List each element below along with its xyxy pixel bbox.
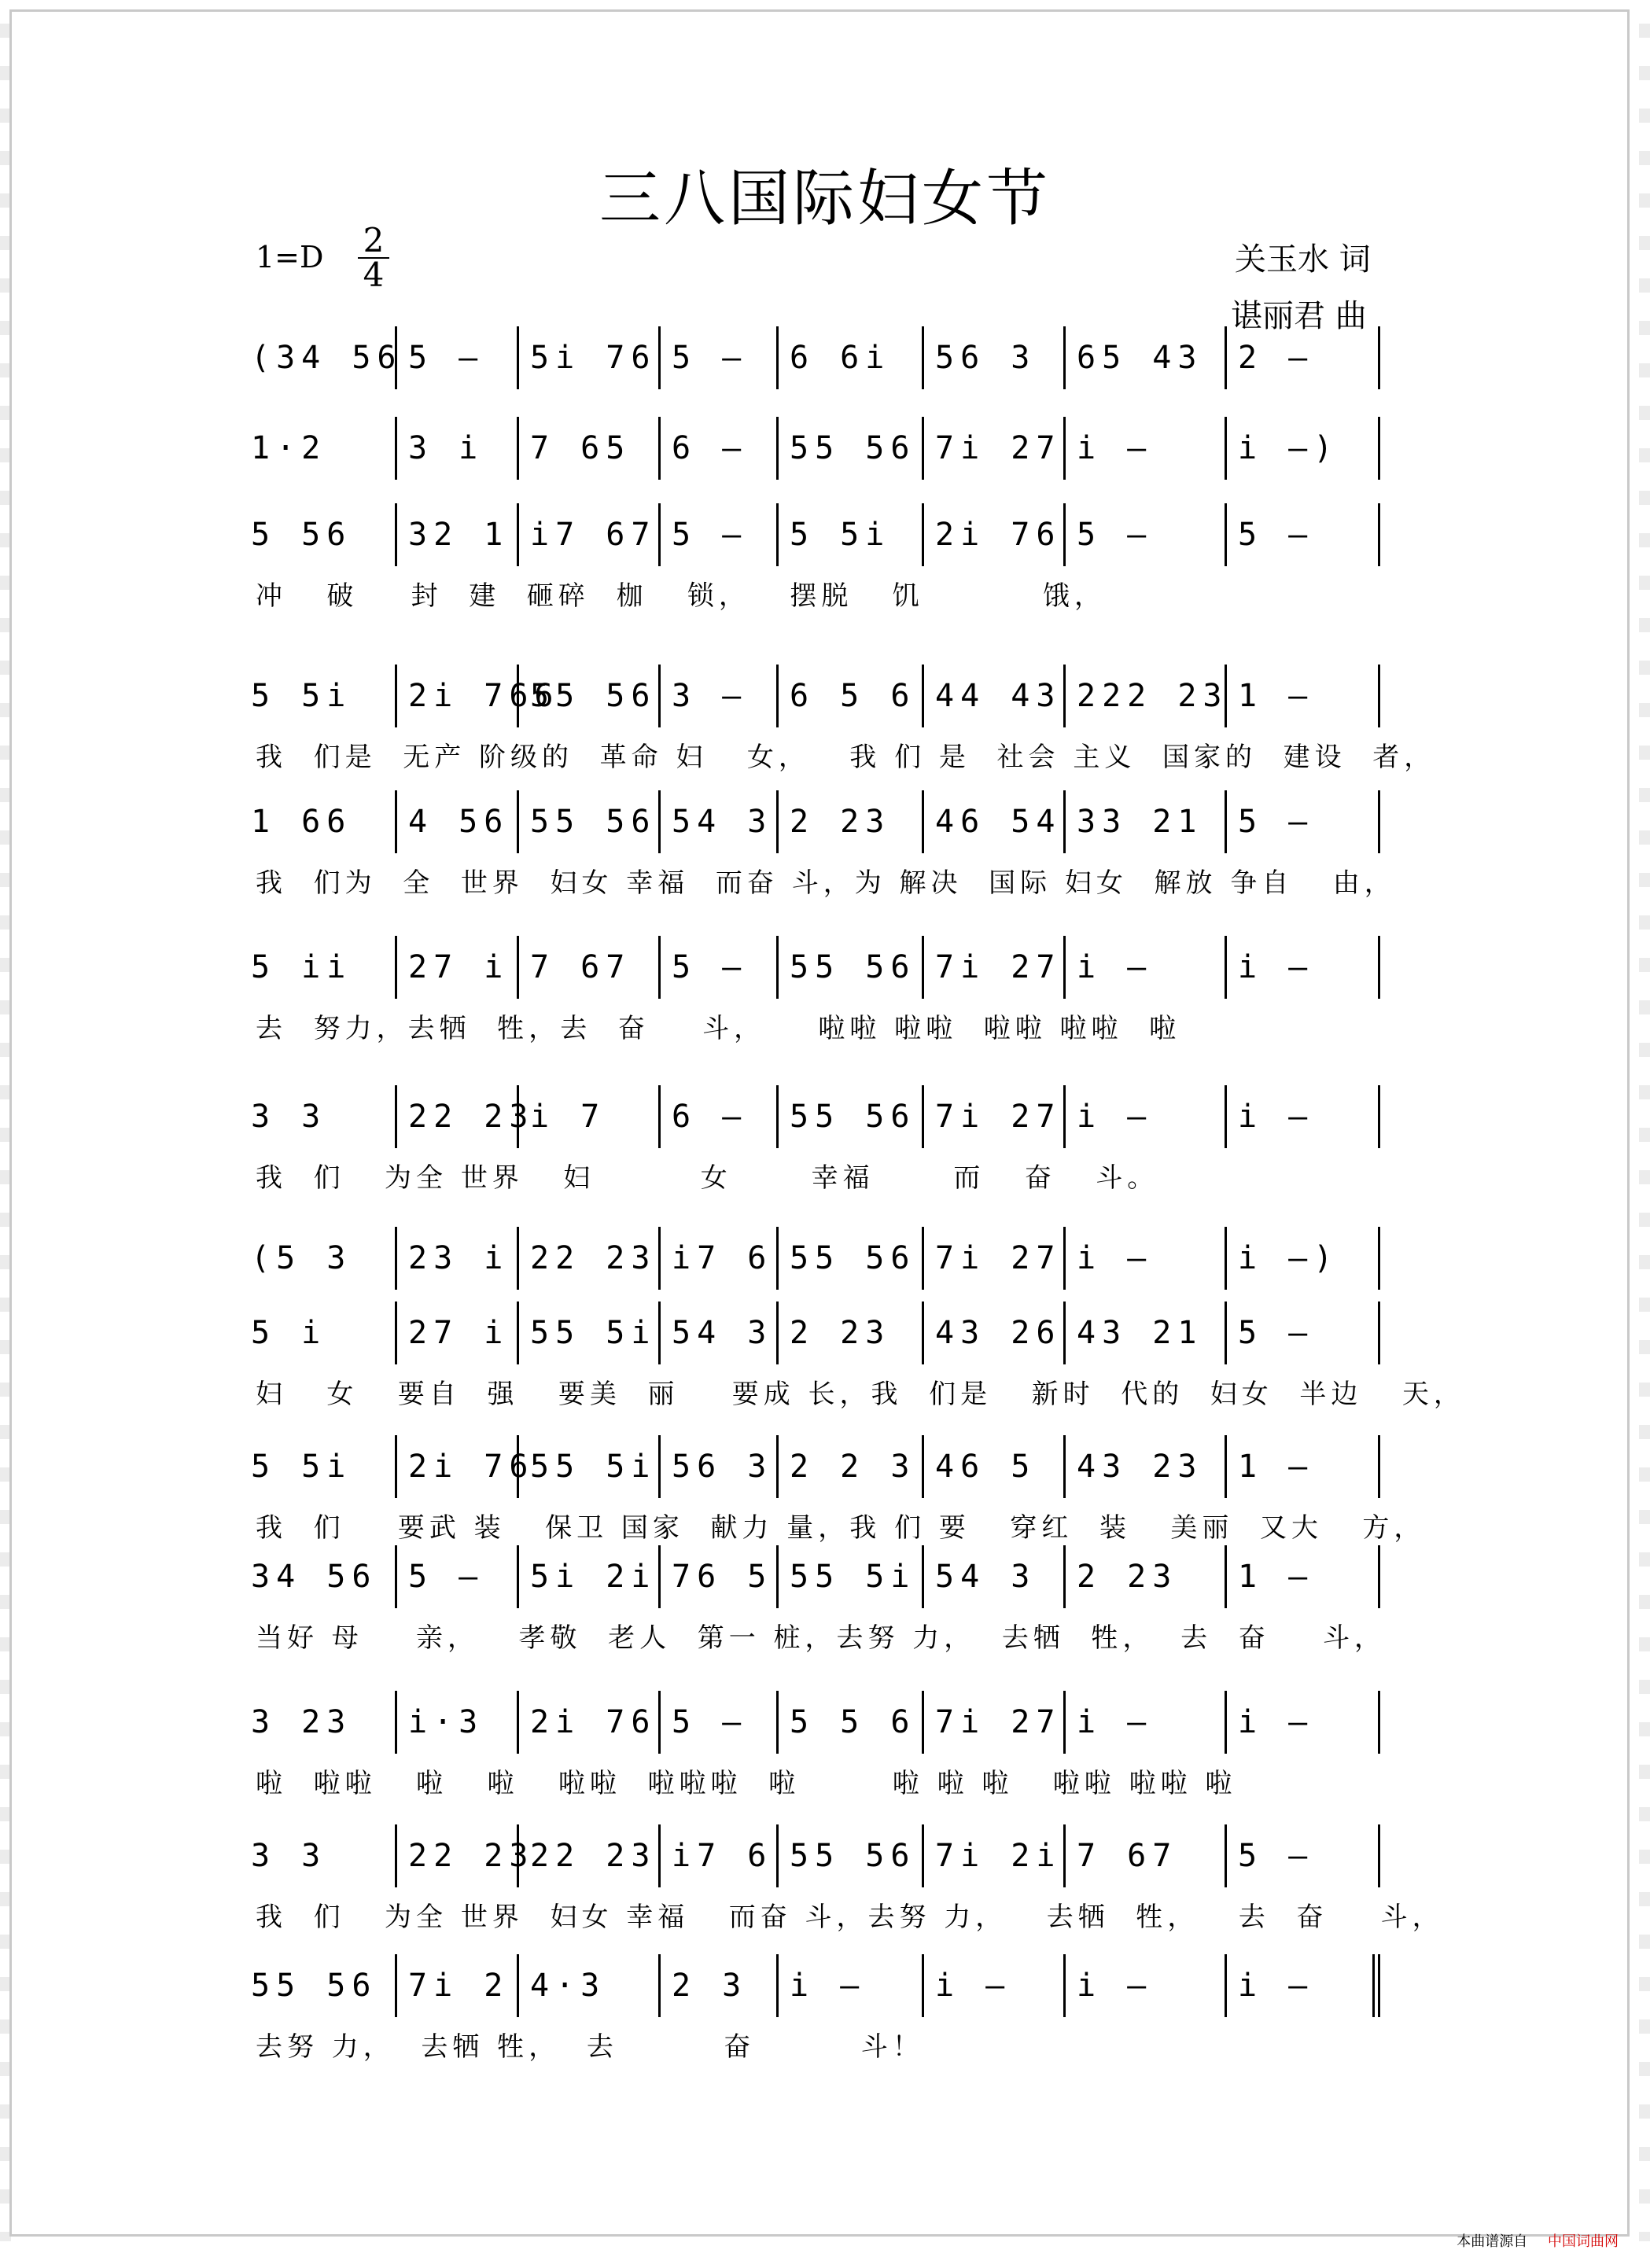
measure: 22 23 [397,1824,519,1887]
measure: 46 5 [924,1435,1066,1498]
notation-row [240,499,1380,570]
measure: 7i 27 [924,1227,1066,1290]
measure: i – [1066,1691,1227,1754]
measure: 5 ii [240,936,397,999]
measure: 222 23 [1066,665,1227,727]
measure: 55 56 [779,1824,924,1887]
measure: i – [1227,1691,1380,1754]
measure: 7 67 [1066,1824,1227,1887]
right-edge-watermark-strip [1639,24,1650,2241]
measure: 5 – [1066,503,1227,566]
measure: 3 i [397,417,519,480]
time-signature [358,221,389,294]
measure: 55 56 [779,1227,924,1290]
measure: 2 3 [661,1954,779,2017]
measure: 76 5 [661,1545,779,1608]
lyrics-line: 当好 母 亲， 孝敬 老人 第一 桩，去努 力， 去牺 牲， 去 奋 斗， [256,1622,1386,1654]
notation-row [240,1541,1380,1612]
notation-row [240,1081,1380,1152]
measure: 55 56 [240,1954,397,2017]
lyrics-line: 去努 力， 去牺 牲， 去 奋 斗！ [256,2031,924,2063]
measure: 6 – [661,417,779,480]
lyrics-line: 去 努力，去牺 牲，去 奋 斗， 啦啦 啦啦 啦啦 啦啦 啦 [256,1013,1181,1044]
measure: i7 6 [661,1824,779,1887]
measure: 43 26 [924,1302,1066,1364]
measure: 5 5 6 [779,1691,924,1754]
measure: 3 – [661,665,779,727]
measure: 5 – [1227,503,1380,566]
measure: 55 56 [779,936,924,999]
measure: 5 5i [240,665,397,727]
measure: 44 43 [924,665,1066,727]
measure: 7i 27 [924,1691,1066,1754]
measure: 1 – [1227,1545,1380,1608]
measure: 22 23 [397,1085,519,1148]
measure: i – [1066,1227,1227,1290]
measure: 55 5i [779,1545,924,1608]
measure: 55 5i [519,1435,661,1498]
lyrics-line: 啦 啦啦 啦 啦 啦啦 啦啦啦 啦 啦 啦 啦 啦啦 啦啦 啦 [256,1768,1237,1799]
measure: 2 2 3 [779,1435,924,1498]
lyrics-line: 我 们 要武 装 保卫 国家 献力 量，我 们 要 穿红 装 美丽 又大 方， [256,1512,1426,1544]
composer-credit: 谌丽君 曲 [1231,298,1367,334]
measure: i – [1066,936,1227,999]
measure: 34 56 [240,1545,397,1608]
measure: 22 23 [519,1227,661,1290]
measure: i – [1066,417,1227,480]
measure: 23 i [397,1227,519,1290]
measure: i7 67 [519,503,661,566]
measure: 5 56 [240,503,397,566]
measure: 55 56 [779,1085,924,1148]
measure: 2 – [1227,326,1380,389]
measure: i –) [1227,1227,1380,1290]
measure: i – [1227,1085,1380,1148]
measure: 5 – [397,1545,519,1608]
measure: 54 3 [661,790,779,853]
measure: i – [1227,1954,1380,2017]
time-signature-bottom: 4 [363,256,385,294]
notation-row [240,932,1380,1003]
source-footer [1457,2230,1619,2251]
measure: 22 23 [519,1824,661,1887]
measure: 6 – [661,1085,779,1148]
lyrics-line: 妇 女 要自 强 要美 丽 要成 长，我 们是 新时 代的 妇女 半边 天， [256,1379,1465,1410]
measure: 5 i [240,1302,397,1364]
measure: 5 – [661,326,779,389]
time-signature-top: 2 [358,224,389,259]
measure: 4 56 [397,790,519,853]
notation-row [240,1950,1380,2021]
lyrics-line: 冲 破 封 建 砸碎 枷 锁， 摆脱 饥 饿， [256,580,1107,612]
measure: (34 56 [240,326,397,389]
measure: 55 56 [779,417,924,480]
measure: 2i 76 [397,1435,519,1498]
song-title: 三八国际妇女节 [598,164,1051,234]
measure: 27 i [397,1302,519,1364]
measure: 27 i [397,936,519,999]
notation-row [240,786,1380,857]
measure: i 7 [519,1085,661,1148]
notation-row [240,1431,1380,1502]
measure: 5 – [1227,790,1380,853]
source-site-name: 中国词曲网 [1548,2233,1619,2250]
measure: i7 6 [661,1227,779,1290]
measure: 2i 76 [924,503,1066,566]
lyrics-line: 我 们为 全 世界 妇女 幸福 而奋 斗，为 解决 国际 妇女 解放 争自 由， [256,867,1396,899]
measure: 55 5i [519,1302,661,1364]
source-label: 本曲谱源自 [1457,2233,1528,2250]
measure: 56 3 [661,1435,779,1498]
key-signature: 1=D [256,240,324,274]
measure: 54 3 [661,1302,779,1364]
measure: 7i 27 [924,417,1066,480]
measure: i –) [1227,417,1380,480]
measure: i – [1066,1954,1227,2017]
measure: 5 – [661,503,779,566]
notation-row [240,1687,1380,1758]
measure: 65 43 [1066,326,1227,389]
measure: (5 3 [240,1227,397,1290]
measure: i – [924,1954,1066,2017]
notation-row [240,1223,1380,1294]
measure: 2 23 [779,1302,924,1364]
measure: 6 5 6 [779,665,924,727]
measure: 1 – [1227,665,1380,727]
lyrics-line: 我 们是 无产 阶级的 革命 妇 女， 我 们 是 社会 主义 国家的 建设 者， [256,742,1436,773]
notation-row [240,1821,1380,1891]
measure: 3 23 [240,1691,397,1754]
lyrics-line: 我 们 为全 世界 妇 女 幸福 而 奋 斗。 [256,1162,1159,1194]
measure: 7 67 [519,936,661,999]
measure: i·3 [397,1691,519,1754]
measure: 5 – [397,326,519,389]
measure: 56 3 [924,326,1066,389]
measure: 2 23 [1066,1545,1227,1608]
measure: 7i 27 [924,936,1066,999]
measure: 7i 2i [924,1824,1066,1887]
measure: 43 21 [1066,1302,1227,1364]
measure: 1 – [1227,1435,1380,1498]
notation-row [240,661,1380,731]
measure: 54 3 [924,1545,1066,1608]
measure: 32 1 [397,503,519,566]
measure: 1·2 [240,417,397,480]
notation-row [240,413,1380,484]
measure: 33 21 [1066,790,1227,853]
measure: 5i 2i [519,1545,661,1608]
measure: 46 54 [924,790,1066,853]
measure: 3 3 [240,1824,397,1887]
measure: 5 5i [779,503,924,566]
measure: i – [779,1954,924,2017]
measure: 4·3 [519,1954,661,2017]
measure: 55 56 [519,790,661,853]
measure: 5i 76 [519,326,661,389]
measure: i – [1227,936,1380,999]
measure: 5 – [661,1691,779,1754]
measure: 1 66 [240,790,397,853]
measure: 2 23 [779,790,924,853]
lyricist-credit: 关玉水 词 [1235,241,1371,278]
measure: 5 – [1227,1824,1380,1887]
notation-row [240,1298,1380,1368]
measure: 5 – [1227,1302,1380,1364]
measure: 6 6i [779,326,924,389]
measure: 55 56 [519,665,661,727]
measure: 5 – [661,936,779,999]
measure: 2i 76 [519,1691,661,1754]
measure: 43 23 [1066,1435,1227,1498]
measure: 7 65 [519,417,661,480]
lyrics-line: 我 们 为全 世界 妇女 幸福 而奋 斗，去努 力， 去牺 牲， 去 奋 斗， [256,1902,1444,1933]
measure: 7i 2 [397,1954,519,2017]
measure: i – [1066,1085,1227,1148]
measure: 3 3 [240,1085,397,1148]
measure: 2i 766 [397,665,519,727]
measure: 7i 27 [924,1085,1066,1148]
measure: 5 5i [240,1435,397,1498]
notation-row [240,322,1380,393]
